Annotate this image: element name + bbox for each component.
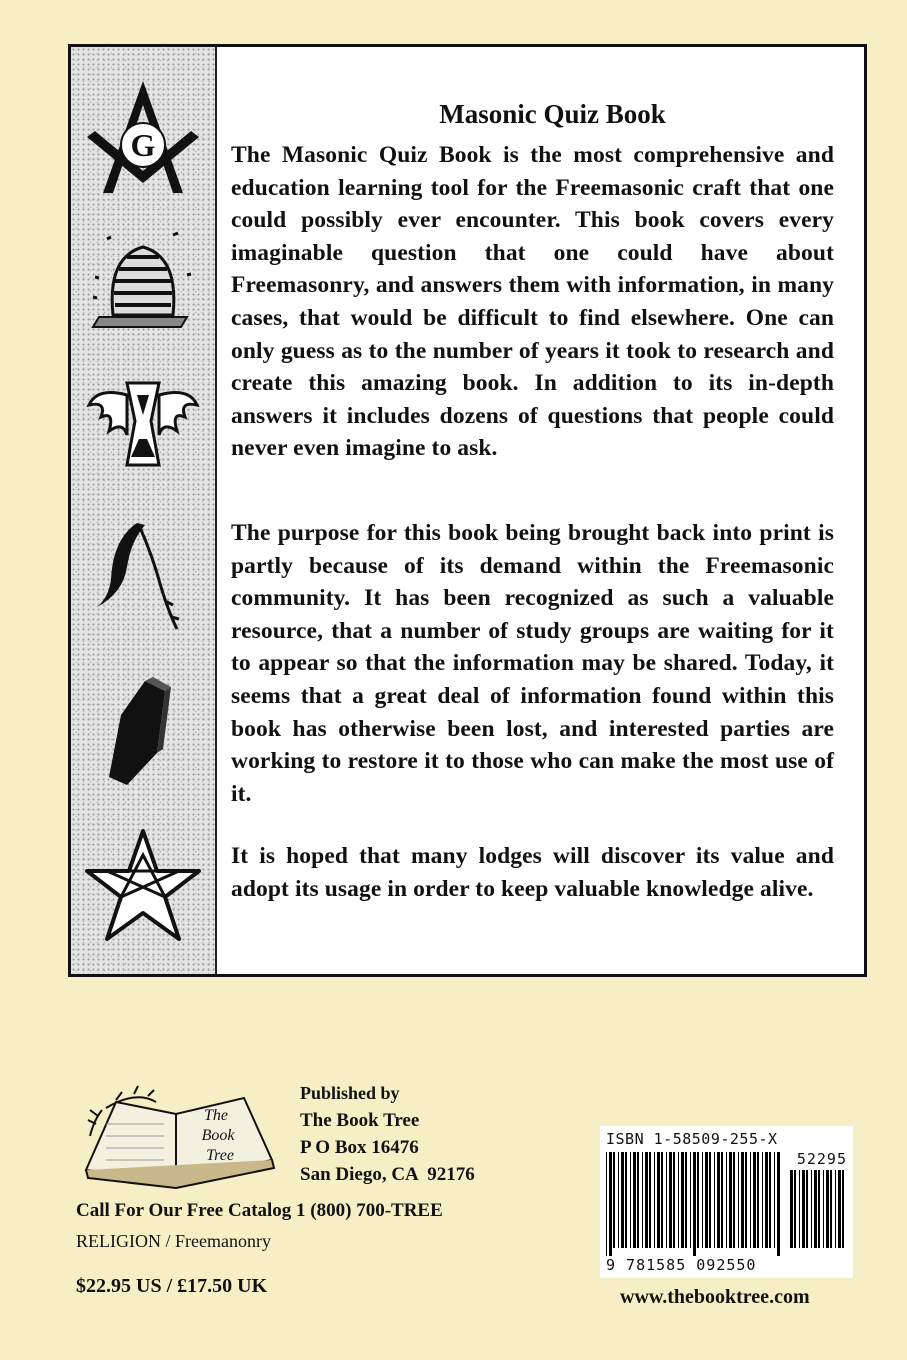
description-panel [217,47,864,974]
beehive-icon [83,217,203,337]
barcode-bar [630,1152,631,1248]
barcode-bar [762,1152,763,1248]
barcode-bar [609,1152,612,1256]
barcode-bar [717,1152,720,1248]
barcode-bar [733,1152,735,1248]
symbol-column [71,47,217,974]
publisher-po-box: P O Box 16476 [300,1137,419,1158]
barcode-bar [654,1152,655,1248]
barcode-bar [678,1152,679,1248]
barcode-bar [673,1152,675,1248]
barcode-bar [842,1170,844,1248]
ean-digits: 9 781585 092550 [606,1256,757,1274]
barcode-bar [802,1170,805,1248]
logo-text: Book [201,1127,235,1144]
barcode-bar [633,1152,636,1248]
barcode-bar [738,1152,739,1248]
barcode-bar [709,1152,711,1248]
barcode-bar [721,1152,723,1248]
barcode-bar [621,1152,624,1248]
price-code-bars [788,1170,848,1256]
publisher-city: San Diego, CA 92176 [300,1164,475,1185]
barcode-bar [702,1152,703,1248]
publisher-address [300,1080,475,1188]
barcode-bar [777,1152,780,1256]
barcode-bar [745,1152,747,1248]
barcode-bar [753,1152,756,1248]
barcode-bar [625,1152,627,1248]
barcode-bar [835,1170,836,1248]
barcode-bar [818,1170,820,1248]
barcode-bar [826,1170,829,1248]
logo-text: Tree [206,1147,234,1164]
ean-barcode-bars [604,1152,782,1256]
barcode-bar [685,1152,687,1248]
published-by-label: Published by [300,1083,400,1103]
barcode-bar [606,1152,607,1256]
barcode-bar [769,1152,771,1248]
barcode-bar [799,1170,800,1248]
pentagram-icon [83,825,203,945]
price-code-text: 52295 [796,1150,847,1168]
barcode-bar [645,1152,648,1248]
barcode-bar [690,1152,691,1248]
barcode-bar [790,1170,793,1248]
barcode-bar [714,1152,715,1248]
barcode-bar [729,1152,732,1248]
barcode-bar [765,1152,768,1248]
isbn-text: ISBN 1-58509-255-X [606,1130,778,1148]
barcode-bar [613,1152,615,1248]
price-line: $22.95 US / £17.50 UK [76,1275,268,1297]
book-title: Masonic Quiz Book [439,99,666,129]
barcode-bar [705,1152,708,1248]
catalog-line: Call For Our Free Catalog 1 (800) 700-TREE [76,1200,443,1221]
scythe-icon [83,517,203,637]
barcode-bar [642,1152,643,1248]
barcode-bar [838,1170,841,1248]
barcode-bar [774,1152,775,1248]
barcode-bar [726,1152,727,1248]
description-paragraph: The Masonic Quiz Book is the most comprehensive and education learning tool for the Freemasonic craft that one could possibly ever encounter. This book covers every imaginable question that one could have about Freemasonry, and answers them with information, in many cases, that would be difficult to find elsewhere. One can only guess as to the number of years it took to research and create this amazing book. In addition to its in-depth answers it includes dozens of questions that people could never even imagine to ask. [231,142,834,462]
logo-text: The [204,1107,228,1124]
barcode-bar [681,1152,684,1248]
square-and-compass-icon [83,75,203,195]
description-paragraph: It is hoped that many lodges will discover its value and adopt its usage in order to keep valuable knowledge alive. [231,843,834,902]
barcode-bar [741,1152,744,1248]
barcode-bar [637,1152,639,1248]
barcode-bar [750,1152,751,1248]
barcode-bar [794,1170,796,1248]
coffin-icon [83,673,203,793]
barcode-bar [814,1170,817,1248]
barcode-bar [657,1152,660,1248]
website-url: www.thebooktree.com [620,1286,810,1308]
barcode-bar [806,1170,808,1248]
barcode-bar [669,1152,672,1248]
barcode-bar [697,1152,699,1248]
barcode-bar [823,1170,824,1248]
barcode-bar [811,1170,812,1248]
barcode-bar [661,1152,663,1248]
isbn-barcode [600,1126,853,1278]
barcode-bar [830,1170,832,1248]
category-line: RELIGION / Freemanonry [76,1231,271,1251]
publisher-name: The Book Tree [300,1110,420,1131]
svg-text:G: G [130,127,156,163]
barcode-bar [649,1152,651,1248]
book-tree-logo [76,1080,286,1190]
barcode-bar [693,1152,696,1256]
barcode-bar [757,1152,759,1248]
barcode-bar [618,1152,619,1248]
cover-panel [68,44,867,977]
description-paragraph: The purpose for this book being brought back into print is partly because of its demand within the Freemasonic community. It has been recognized as such a valuable resource, that a number of study groups are waiting for it to appear so that the information may be shared. Today, it seems that a great deal of information found within this book has otherwise been lost, and interested parties are working to restore it to those who can make the most use of it. [231,519,834,807]
winged-hourglass-icon [83,365,203,485]
barcode-bar [666,1152,667,1248]
publisher-block [76,1080,596,1360]
